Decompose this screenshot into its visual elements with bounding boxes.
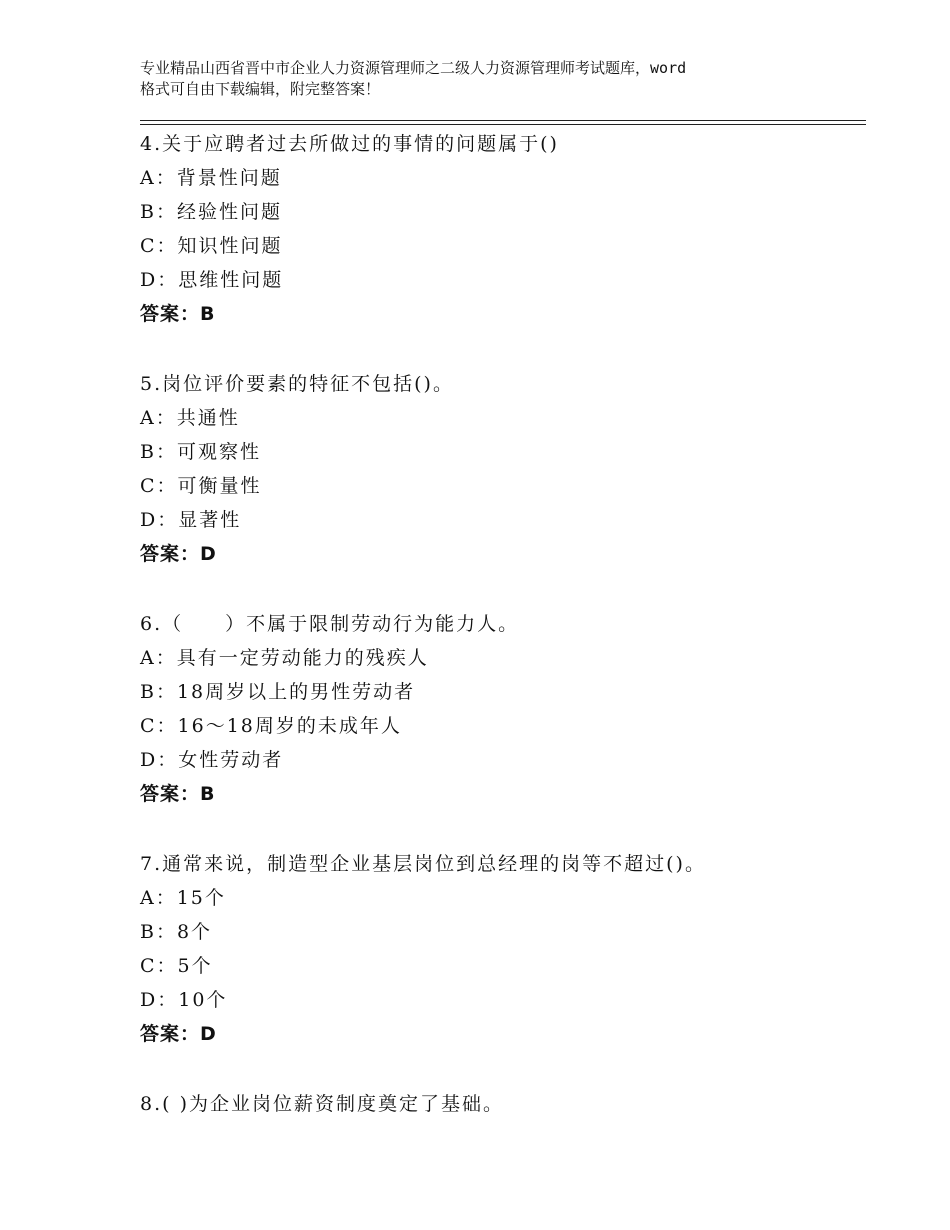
question-list — [140, 127, 860, 1121]
option-a: A：具有一定劳动能力的残疾人 — [140, 647, 429, 669]
option-b: B：18周岁以上的男性劳动者 — [140, 681, 416, 703]
option-d: D：女性劳动者 — [140, 749, 284, 771]
option-a: A：背景性问题 — [140, 167, 282, 189]
spacer — [140, 811, 860, 847]
option-d: D：显著性 — [140, 509, 242, 531]
spacer — [140, 571, 860, 607]
answer-label: 答案：B — [140, 783, 216, 805]
option-c: C：知识性问题 — [140, 235, 283, 257]
option-d: D：思维性问题 — [140, 269, 284, 291]
option-a: A：15个 — [140, 887, 226, 909]
question-6 — [140, 607, 860, 811]
question-stem: 6.（ ）不属于限制劳动行为能力人。 — [140, 613, 520, 635]
question-5 — [140, 367, 860, 571]
question-4 — [140, 127, 860, 331]
header-line-2: 格式可自由下载编辑，附完整答案！ — [140, 80, 381, 98]
spacer — [140, 331, 860, 367]
answer-label: 答案：D — [140, 543, 217, 565]
header-line-1: 专业精品山西省晋中市企业人力资源管理师之二级人力资源管理师考试题库，word — [140, 59, 687, 77]
option-d: D：10个 — [140, 989, 228, 1011]
header-divider-top — [140, 120, 866, 121]
spacer — [140, 1051, 860, 1087]
header-divider-bottom — [140, 124, 866, 125]
question-7 — [140, 847, 860, 1051]
option-b: B：可观察性 — [140, 441, 261, 463]
question-8 — [140, 1087, 860, 1121]
question-stem: 4.关于应聘者过去所做过的事情的问题属于() — [140, 133, 559, 155]
answer-label: 答案：B — [140, 303, 216, 325]
option-b: B：经验性问题 — [140, 201, 282, 223]
option-c: C：5个 — [140, 955, 213, 977]
option-c: C：16～18周岁的未成年人 — [140, 715, 402, 737]
option-c: C：可衡量性 — [140, 475, 262, 497]
question-stem: 8.( )为企业岗位薪资制度奠定了基础。 — [140, 1093, 504, 1115]
option-b: B：8个 — [140, 921, 213, 943]
answer-label: 答案：D — [140, 1023, 217, 1045]
document-header — [140, 58, 820, 100]
option-a: A：共通性 — [140, 407, 240, 429]
question-stem: 5.岗位评价要素的特征不包括()。 — [140, 373, 454, 395]
question-stem: 7.通常来说，制造型企业基层岗位到总经理的岗等不超过()。 — [140, 853, 706, 875]
